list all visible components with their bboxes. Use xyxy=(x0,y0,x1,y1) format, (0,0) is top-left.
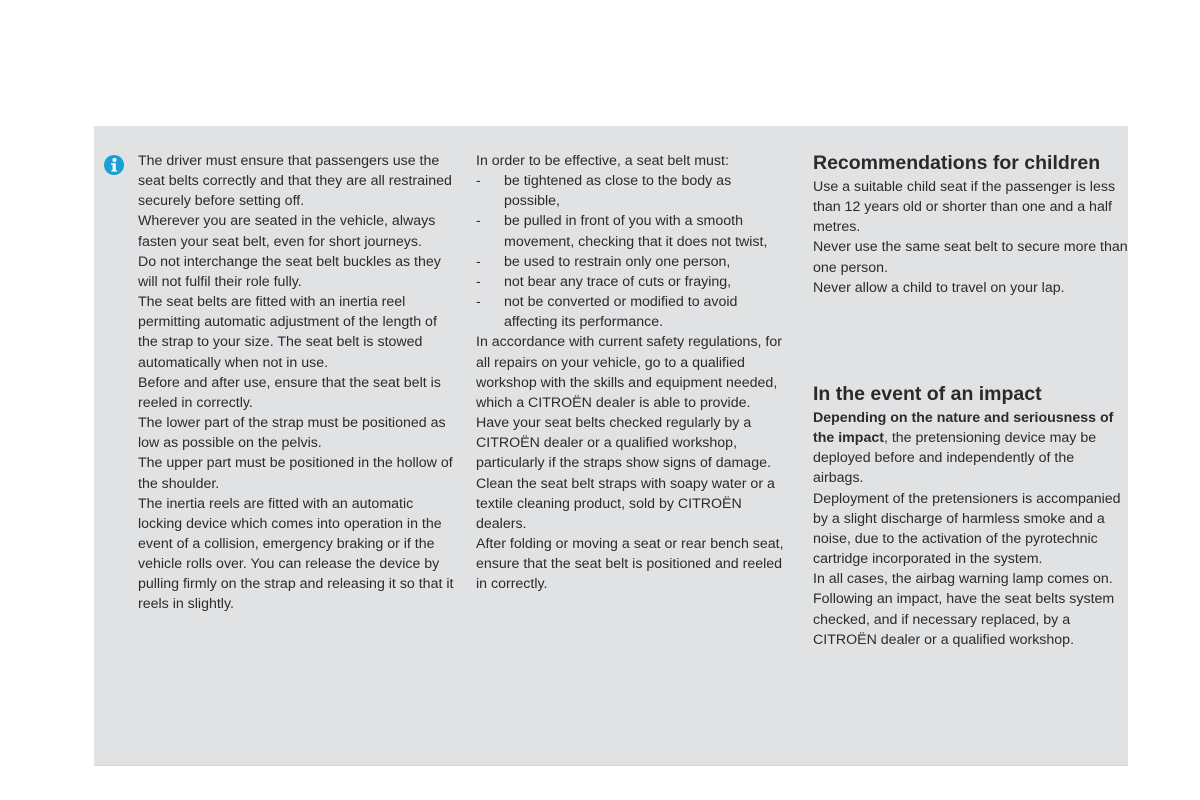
maintenance-paragraph: After folding or moving a seat or rear bench seat, ensure that the seat belt is positioned and reeled in correctly. xyxy=(476,535,784,593)
list-item-text: be pulled in front of you with a smooth movement, checking that it does not twist, xyxy=(504,213,768,250)
info-paragraph: Wherever you are seated in the vehicle, always fasten your seat belt, even for short journeys. xyxy=(138,213,436,250)
info-paragraph: The upper part must be positioned in the hollow of the shoulder. xyxy=(138,455,453,492)
info-column xyxy=(138,151,458,615)
children-paragraph: Use a suitable child seat if the passenger is less than 12 years old or shorter than one and a half metres. xyxy=(813,179,1116,236)
list-item-text: be tightened as close to the body as possible, xyxy=(504,173,732,210)
list-item xyxy=(476,211,786,251)
list-item xyxy=(476,252,786,272)
list-item-text: be used to restrain only one person, xyxy=(504,253,731,270)
maintenance-paragraph: Have your seat belts checked regularly by a CITROËN dealer or a qualified workshop, particularly if the straps show signs of damage. xyxy=(476,415,771,472)
bullet-dash: - xyxy=(476,173,481,190)
section-heading-children: Recommendations for children xyxy=(813,152,1101,174)
info-icon xyxy=(104,155,124,175)
bullet-dash: - xyxy=(476,253,481,270)
impact-lead-paragraph xyxy=(813,408,1128,489)
impact-section xyxy=(813,381,1128,650)
bullet-dash: - xyxy=(476,273,481,290)
children-paragraph: Never use the same seat belt to secure more than one person. xyxy=(813,239,1128,276)
impact-paragraph: In all cases, the airbag warning lamp comes on. xyxy=(813,571,1113,588)
list-item-text: not bear any trace of cuts or fraying, xyxy=(504,273,732,290)
effectiveness-column xyxy=(476,151,786,594)
info-paragraph: The inertia reels are fitted with an automatic locking device which comes into operation in the event of a collision, emergency braking or if the vehicle rolls over. You can release the device by pulling firmly on the strap and releasing it so that it reels in slightly. xyxy=(138,495,454,613)
info-paragraph: The driver must ensure that passengers use the seat belts correctly and that they are all restrained securely before setting off. xyxy=(138,153,452,210)
info-paragraph: The seat belts are fitted with an inertia reel permitting automatic adjustment of the length of the strap to your size. The seat belt is stowed automatically when not in use. xyxy=(138,294,437,371)
list-item xyxy=(476,292,786,332)
info-paragraph: Before and after use, ensure that the seat belt is reeled in correctly. xyxy=(138,374,441,411)
list-item xyxy=(476,272,786,292)
bullet-dash: - xyxy=(476,213,481,230)
bullet-dash: - xyxy=(476,294,481,311)
maintenance-paragraph: Clean the seat belt straps with soapy water or a textile cleaning product, sold by CITROËN dealers. xyxy=(476,475,775,532)
impact-lead-bold: Depending on the nature and seriousness of the impact xyxy=(813,410,1114,447)
impact-paragraph: Deployment of the pretensioners is accompanied by a slight discharge of harmless smoke and a noise, due to the activation of the pyrotechnic cartridge incorporated in the system. xyxy=(813,490,1121,568)
section-heading-impact: In the event of an impact xyxy=(813,383,1042,405)
list-item xyxy=(476,171,786,211)
maintenance-paragraph: In accordance with current safety regulations, for all repairs on your vehicle, go to a qualified workshop with the skills and equipment needed, which a CITROËN dealer is able to provide. xyxy=(476,334,782,411)
impact-lead-rest: , the pretensioning device may be deployed before and independently of the airbags. xyxy=(813,430,1097,487)
info-paragraph: The lower part of the strap must be positioned as low as possible on the pelvis. xyxy=(138,415,446,452)
children-section xyxy=(813,150,1128,298)
list-intro: In order to be effective, a seat belt must: xyxy=(476,153,729,169)
list-item-text: not be converted or modified to avoid affecting its performance. xyxy=(504,294,738,331)
impact-paragraph: Following an impact, have the seat belts system checked, and if necessary replaced, by a CITROËN dealer or a qualified workshop. xyxy=(813,591,1115,648)
info-paragraph: Do not interchange the seat belt buckles as they will not fulfil their role fully. xyxy=(138,253,441,290)
children-paragraph: Never allow a child to travel on your lap. xyxy=(813,279,1065,296)
